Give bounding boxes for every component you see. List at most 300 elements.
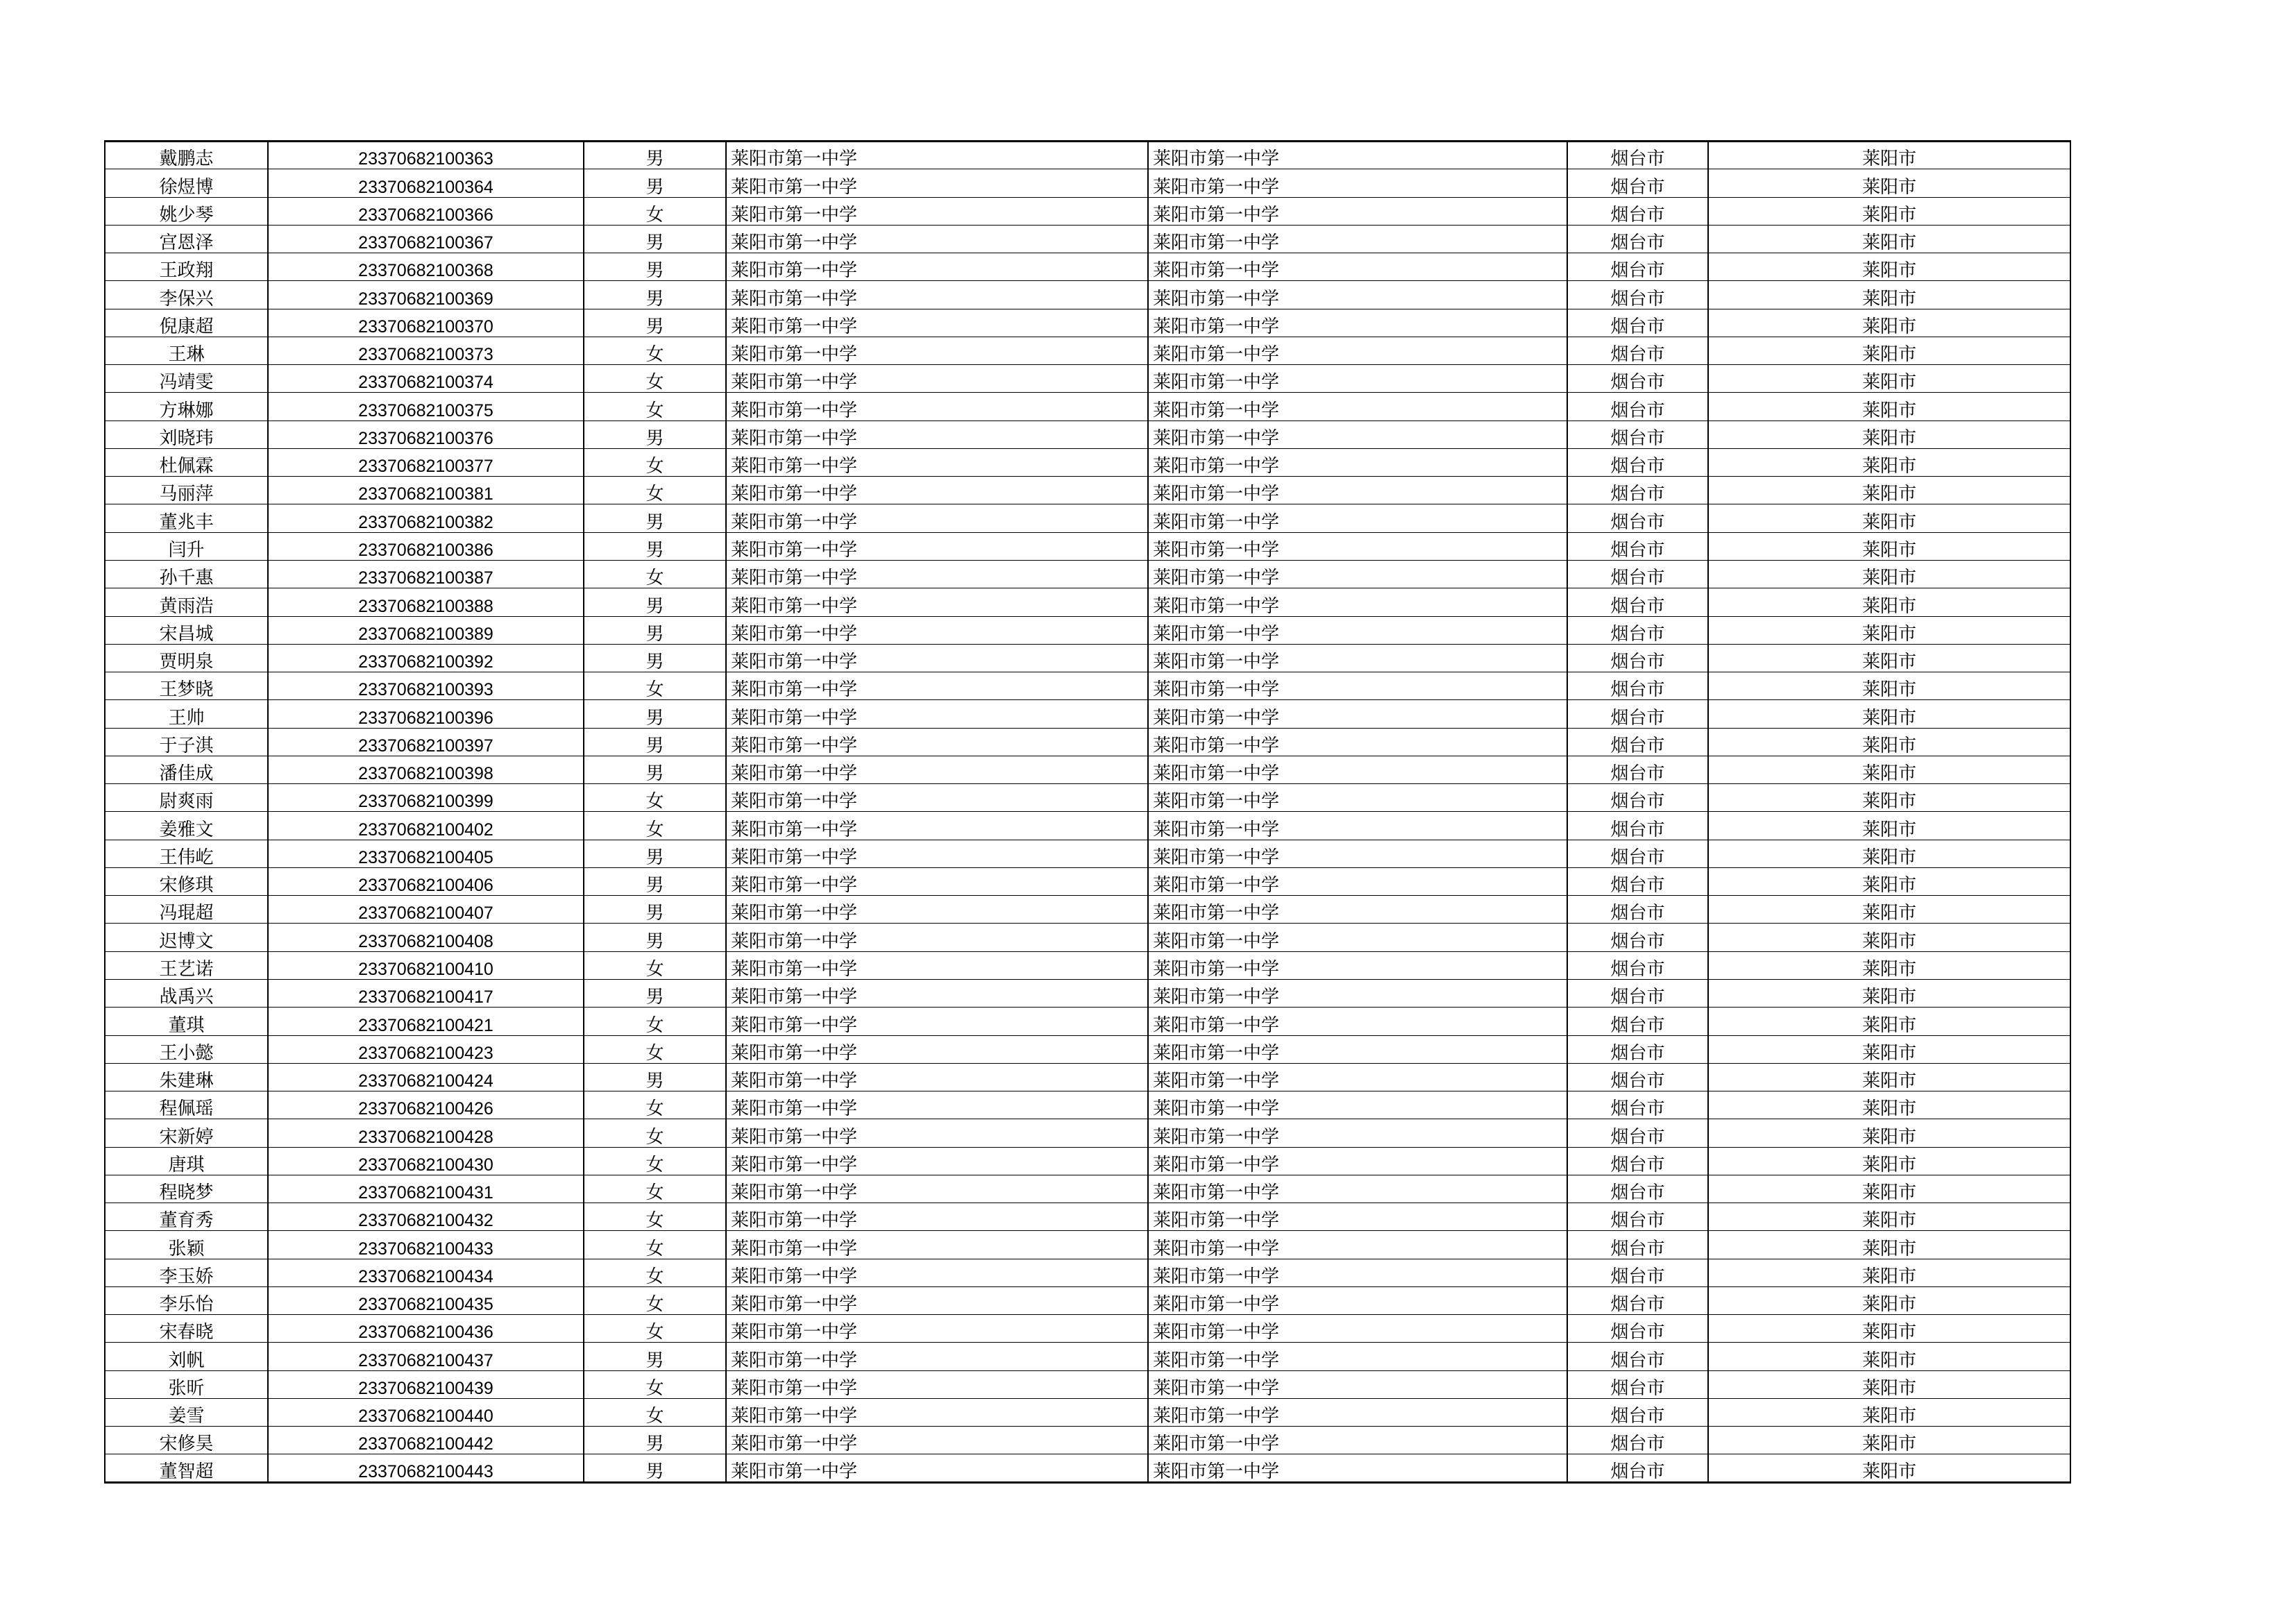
student-gender-cell bbox=[584, 979, 726, 1007]
student-id-cell bbox=[268, 756, 584, 783]
student-id-cell bbox=[268, 1063, 584, 1091]
city: 烟台市 bbox=[1610, 1210, 1665, 1231]
student-id-cell bbox=[268, 253, 584, 281]
city: 烟台市 bbox=[1610, 595, 1665, 617]
city: 烟台市 bbox=[1610, 1126, 1665, 1148]
student-id-cell bbox=[268, 1008, 584, 1035]
admitted-school-cell bbox=[726, 337, 1148, 364]
table-row bbox=[105, 448, 2070, 476]
student-name: 戴鹏志 bbox=[159, 148, 214, 169]
origin-school-cell bbox=[1148, 867, 1567, 895]
student-gender: 女 bbox=[645, 400, 664, 421]
city: 烟台市 bbox=[1610, 288, 1665, 309]
county: 莱阳市 bbox=[1862, 232, 1916, 253]
county-cell bbox=[1708, 560, 2070, 588]
origin-school-cell bbox=[1148, 504, 1567, 532]
city: 烟台市 bbox=[1610, 1014, 1665, 1035]
county: 莱阳市 bbox=[1862, 1238, 1916, 1259]
origin-school-cell bbox=[1148, 142, 1567, 169]
origin-school: 莱阳市第一中学 bbox=[1153, 232, 1280, 253]
admitted-school-cell bbox=[726, 253, 1148, 281]
city: 烟台市 bbox=[1610, 1182, 1665, 1203]
student-gender-cell bbox=[584, 924, 726, 951]
student-id-cell bbox=[268, 1315, 584, 1343]
student-name-cell bbox=[105, 1398, 268, 1426]
student-gender-cell bbox=[584, 1370, 726, 1398]
origin-school-cell bbox=[1148, 253, 1567, 281]
student-gender-cell bbox=[584, 951, 726, 979]
county: 莱阳市 bbox=[1862, 1266, 1916, 1287]
admitted-school-cell bbox=[726, 1315, 1148, 1343]
city: 烟台市 bbox=[1610, 1042, 1665, 1064]
student-id-cell bbox=[268, 1091, 584, 1119]
city: 烟台市 bbox=[1610, 931, 1665, 952]
county: 莱阳市 bbox=[1862, 1182, 1916, 1203]
county: 莱阳市 bbox=[1862, 1071, 1916, 1091]
origin-school-cell bbox=[1148, 1008, 1567, 1035]
city-cell bbox=[1567, 951, 1708, 979]
student-id: 23370682100430 bbox=[358, 1155, 493, 1175]
table-row bbox=[105, 197, 2070, 225]
city-cell bbox=[1567, 1286, 1708, 1314]
table-row bbox=[105, 588, 2070, 616]
city-cell bbox=[1567, 1370, 1708, 1398]
origin-school-cell bbox=[1148, 1175, 1567, 1203]
county: 莱阳市 bbox=[1862, 707, 1916, 729]
table-row bbox=[105, 1175, 2070, 1203]
student-id: 23370682100417 bbox=[358, 987, 493, 1008]
county: 莱阳市 bbox=[1862, 1098, 1916, 1119]
student-id: 23370682100376 bbox=[358, 428, 493, 448]
city-cell bbox=[1567, 1119, 1708, 1147]
student-id-cell bbox=[268, 365, 584, 393]
table-row bbox=[105, 560, 2070, 588]
city-cell bbox=[1567, 504, 1708, 532]
origin-school: 莱阳市第一中学 bbox=[1153, 707, 1280, 729]
table-row bbox=[105, 1091, 2070, 1119]
county: 莱阳市 bbox=[1862, 1126, 1916, 1148]
student-gender: 男 bbox=[645, 707, 664, 729]
county: 莱阳市 bbox=[1862, 427, 1916, 449]
student-gender: 男 bbox=[645, 595, 664, 617]
city-cell bbox=[1567, 1259, 1708, 1286]
county-cell bbox=[1708, 784, 2070, 812]
county: 莱阳市 bbox=[1862, 652, 1916, 672]
student-gender-cell bbox=[584, 477, 726, 504]
table-row bbox=[105, 644, 2070, 672]
table-row bbox=[105, 812, 2070, 840]
county: 莱阳市 bbox=[1862, 1042, 1916, 1064]
origin-school: 莱阳市第一中学 bbox=[1153, 1238, 1280, 1259]
student-name-cell bbox=[105, 1259, 268, 1286]
county: 莱阳市 bbox=[1862, 568, 1916, 588]
student-name: 尉爽雨 bbox=[159, 791, 214, 812]
admitted-school-cell bbox=[726, 532, 1148, 560]
student-name: 李玉娇 bbox=[159, 1266, 214, 1287]
origin-school: 莱阳市第一中学 bbox=[1153, 484, 1280, 504]
table-row bbox=[105, 281, 2070, 309]
admitted-school: 莱阳市第一中学 bbox=[731, 1014, 858, 1035]
admitted-school-cell bbox=[726, 281, 1148, 309]
table-row bbox=[105, 1035, 2070, 1063]
student-name: 杜佩霖 bbox=[159, 456, 214, 477]
student-id-cell bbox=[268, 840, 584, 867]
student-gender-cell bbox=[584, 588, 726, 616]
student-gender-cell bbox=[584, 1119, 726, 1147]
student-name-cell bbox=[105, 1454, 268, 1482]
origin-school-cell bbox=[1148, 672, 1567, 700]
admitted-school-cell bbox=[726, 1175, 1148, 1203]
student-id: 23370682100366 bbox=[358, 205, 493, 225]
student-gender: 女 bbox=[645, 1154, 664, 1175]
student-name: 于子淇 bbox=[159, 735, 214, 756]
city-cell bbox=[1567, 1147, 1708, 1175]
student-gender: 女 bbox=[645, 456, 664, 477]
student-id-cell bbox=[268, 532, 584, 560]
student-name-cell bbox=[105, 1315, 268, 1343]
student-name-cell bbox=[105, 979, 268, 1007]
origin-school-cell bbox=[1148, 448, 1567, 476]
city-cell bbox=[1567, 924, 1708, 951]
county: 莱阳市 bbox=[1862, 791, 1916, 812]
city-cell bbox=[1567, 1008, 1708, 1035]
student-gender: 男 bbox=[645, 316, 664, 337]
county: 莱阳市 bbox=[1862, 679, 1916, 700]
origin-school-cell bbox=[1148, 1035, 1567, 1063]
student-name: 战禹兴 bbox=[159, 987, 214, 1008]
student-gender-cell bbox=[584, 169, 726, 197]
admitted-school: 莱阳市第一中学 bbox=[731, 875, 858, 896]
student-gender-cell bbox=[584, 393, 726, 420]
table-row bbox=[105, 1315, 2070, 1343]
student-gender-cell bbox=[584, 700, 726, 728]
admitted-school: 莱阳市第一中学 bbox=[731, 623, 858, 645]
student-id-cell bbox=[268, 1035, 584, 1063]
city: 烟台市 bbox=[1610, 1098, 1665, 1119]
table-row bbox=[105, 1203, 2070, 1231]
student-gender-cell bbox=[584, 672, 726, 700]
student-name-cell bbox=[105, 616, 268, 644]
admitted-school-cell bbox=[726, 1091, 1148, 1119]
admitted-school: 莱阳市第一中学 bbox=[731, 1322, 858, 1343]
county-cell bbox=[1708, 1008, 2070, 1035]
county-cell bbox=[1708, 532, 2070, 560]
city: 烟台市 bbox=[1610, 735, 1665, 756]
origin-school: 莱阳市第一中学 bbox=[1153, 1461, 1280, 1482]
origin-school: 莱阳市第一中学 bbox=[1153, 148, 1280, 169]
student-id: 23370682100410 bbox=[358, 959, 493, 979]
county-cell bbox=[1708, 700, 2070, 728]
city-cell bbox=[1567, 197, 1708, 225]
county: 莱阳市 bbox=[1862, 484, 1916, 504]
admitted-school: 莱阳市第一中学 bbox=[731, 456, 858, 477]
student-name-cell bbox=[105, 1063, 268, 1091]
admitted-school-cell bbox=[726, 728, 1148, 756]
admitted-school-cell bbox=[726, 1454, 1148, 1482]
student-gender: 女 bbox=[645, 1182, 664, 1203]
origin-school: 莱阳市第一中学 bbox=[1153, 1210, 1280, 1231]
admitted-school-cell bbox=[726, 812, 1148, 840]
origin-school-cell bbox=[1148, 1119, 1567, 1147]
county-cell bbox=[1708, 337, 2070, 364]
county: 莱阳市 bbox=[1862, 875, 1916, 896]
student-gender-cell bbox=[584, 756, 726, 783]
origin-school-cell bbox=[1148, 420, 1567, 448]
city-cell bbox=[1567, 1035, 1708, 1063]
county: 莱阳市 bbox=[1862, 958, 1916, 980]
admitted-school-cell bbox=[726, 225, 1148, 253]
county-cell bbox=[1708, 979, 2070, 1007]
student-gender: 男 bbox=[645, 288, 664, 309]
student-gender-cell bbox=[584, 840, 726, 867]
student-name: 程佩瑶 bbox=[159, 1098, 214, 1119]
student-id: 23370682100370 bbox=[358, 316, 493, 337]
student-gender: 女 bbox=[645, 1042, 664, 1064]
city-cell bbox=[1567, 1398, 1708, 1426]
student-id-cell bbox=[268, 1343, 584, 1370]
city-cell bbox=[1567, 1175, 1708, 1203]
city: 烟台市 bbox=[1610, 819, 1665, 840]
student-id-cell bbox=[268, 504, 584, 532]
county: 莱阳市 bbox=[1862, 176, 1916, 198]
student-name: 潘佳成 bbox=[159, 763, 214, 784]
county: 莱阳市 bbox=[1862, 288, 1916, 309]
student-name-cell bbox=[105, 142, 268, 169]
student-gender-cell bbox=[584, 1427, 726, 1454]
city-cell bbox=[1567, 867, 1708, 895]
admitted-school-cell bbox=[726, 672, 1148, 700]
table-row bbox=[105, 728, 2070, 756]
student-id: 23370682100440 bbox=[358, 1407, 493, 1427]
city: 烟台市 bbox=[1610, 511, 1665, 533]
county-cell bbox=[1708, 448, 2070, 476]
student-id-cell bbox=[268, 1427, 584, 1454]
county: 莱阳市 bbox=[1862, 623, 1916, 645]
student-name-cell bbox=[105, 700, 268, 728]
table-row bbox=[105, 1398, 2070, 1426]
county-cell bbox=[1708, 867, 2070, 895]
county: 莱阳市 bbox=[1862, 1406, 1916, 1427]
admitted-school: 莱阳市第一中学 bbox=[731, 819, 858, 840]
table-row bbox=[105, 337, 2070, 364]
student-gender: 男 bbox=[645, 903, 664, 924]
student-gender: 女 bbox=[645, 819, 664, 840]
county: 莱阳市 bbox=[1862, 511, 1916, 533]
student-name-cell bbox=[105, 896, 268, 924]
city-cell bbox=[1567, 337, 1708, 364]
city-cell bbox=[1567, 142, 1708, 169]
origin-school: 莱阳市第一中学 bbox=[1153, 372, 1280, 393]
student-name: 孙千惠 bbox=[159, 568, 214, 588]
student-gender-cell bbox=[584, 197, 726, 225]
county-cell bbox=[1708, 477, 2070, 504]
student-name: 李乐怡 bbox=[159, 1294, 214, 1315]
student-id: 23370682100399 bbox=[358, 792, 493, 812]
admitted-school: 莱阳市第一中学 bbox=[731, 1266, 858, 1287]
student-id-cell bbox=[268, 448, 584, 476]
city-cell bbox=[1567, 281, 1708, 309]
student-name-cell bbox=[105, 1119, 268, 1147]
student-name-cell bbox=[105, 1343, 268, 1370]
student-gender: 男 bbox=[645, 1434, 664, 1454]
student-name-cell bbox=[105, 672, 268, 700]
student-name: 宋春晓 bbox=[159, 1322, 214, 1343]
city-cell bbox=[1567, 840, 1708, 867]
student-id-cell bbox=[268, 1231, 584, 1259]
county: 莱阳市 bbox=[1862, 1322, 1916, 1343]
county-cell bbox=[1708, 142, 2070, 169]
table-row bbox=[105, 867, 2070, 895]
origin-school: 莱阳市第一中学 bbox=[1153, 819, 1280, 840]
admitted-school: 莱阳市第一中学 bbox=[731, 1294, 858, 1315]
student-name: 张颖 bbox=[168, 1238, 205, 1259]
student-name-cell bbox=[105, 281, 268, 309]
origin-school: 莱阳市第一中学 bbox=[1153, 931, 1280, 952]
county-cell bbox=[1708, 309, 2070, 337]
county: 莱阳市 bbox=[1862, 344, 1916, 365]
student-name-cell bbox=[105, 420, 268, 448]
student-name-cell bbox=[105, 1286, 268, 1314]
admitted-school-cell bbox=[726, 1370, 1148, 1398]
admitted-school-cell bbox=[726, 309, 1148, 337]
origin-school: 莱阳市第一中学 bbox=[1153, 763, 1280, 784]
origin-school: 莱阳市第一中学 bbox=[1153, 1266, 1280, 1287]
admitted-school: 莱阳市第一中学 bbox=[731, 539, 858, 561]
county-cell bbox=[1708, 1175, 2070, 1203]
county: 莱阳市 bbox=[1862, 763, 1916, 784]
admitted-school-cell bbox=[726, 784, 1148, 812]
city-cell bbox=[1567, 700, 1708, 728]
student-gender-cell bbox=[584, 1343, 726, 1370]
student-id: 23370682100428 bbox=[358, 1127, 493, 1147]
county: 莱阳市 bbox=[1862, 819, 1916, 840]
city: 烟台市 bbox=[1610, 707, 1665, 729]
student-name-cell bbox=[105, 867, 268, 895]
origin-school: 莱阳市第一中学 bbox=[1153, 1350, 1280, 1371]
student-id: 23370682100408 bbox=[358, 931, 493, 951]
student-name: 宋新婷 bbox=[159, 1126, 214, 1148]
origin-school: 莱阳市第一中学 bbox=[1153, 903, 1280, 924]
origin-school: 莱阳市第一中学 bbox=[1153, 1182, 1280, 1203]
student-gender: 男 bbox=[645, 539, 664, 561]
county-cell bbox=[1708, 1259, 2070, 1286]
origin-school: 莱阳市第一中学 bbox=[1153, 344, 1280, 365]
city: 烟台市 bbox=[1610, 1461, 1665, 1482]
table-row bbox=[105, 924, 2070, 951]
student-name-cell bbox=[105, 784, 268, 812]
city-cell bbox=[1567, 309, 1708, 337]
origin-school-cell bbox=[1148, 1147, 1567, 1175]
city-cell bbox=[1567, 756, 1708, 783]
county-cell bbox=[1708, 1091, 2070, 1119]
admitted-school: 莱阳市第一中学 bbox=[731, 931, 858, 952]
student-id: 23370682100364 bbox=[358, 177, 493, 197]
city: 烟台市 bbox=[1610, 903, 1665, 924]
student-id: 23370682100402 bbox=[358, 819, 493, 840]
county-cell bbox=[1708, 1315, 2070, 1343]
student-id: 23370682100386 bbox=[358, 540, 493, 560]
student-roster-table bbox=[104, 140, 2071, 1484]
city: 烟台市 bbox=[1610, 484, 1665, 504]
county-cell bbox=[1708, 1454, 2070, 1482]
student-gender: 男 bbox=[645, 1461, 664, 1482]
admitted-school: 莱阳市第一中学 bbox=[731, 400, 858, 421]
student-name-cell bbox=[105, 1427, 268, 1454]
student-gender-cell bbox=[584, 1008, 726, 1035]
student-gender-cell bbox=[584, 309, 726, 337]
origin-school-cell bbox=[1148, 225, 1567, 253]
student-id: 23370682100436 bbox=[358, 1323, 493, 1343]
admitted-school-cell bbox=[726, 1147, 1148, 1175]
origin-school: 莱阳市第一中学 bbox=[1153, 176, 1280, 198]
origin-school-cell bbox=[1148, 532, 1567, 560]
city-cell bbox=[1567, 420, 1708, 448]
admitted-school: 莱阳市第一中学 bbox=[731, 148, 858, 169]
student-name-cell bbox=[105, 1370, 268, 1398]
student-id-cell bbox=[268, 672, 584, 700]
student-gender: 女 bbox=[645, 958, 664, 980]
city-cell bbox=[1567, 169, 1708, 197]
admitted-school: 莱阳市第一中学 bbox=[731, 987, 858, 1008]
origin-school-cell bbox=[1148, 560, 1567, 588]
student-gender-cell bbox=[584, 560, 726, 588]
student-name: 宋昌城 bbox=[159, 623, 214, 645]
county: 莱阳市 bbox=[1862, 539, 1916, 561]
admitted-school-cell bbox=[726, 644, 1148, 672]
origin-school: 莱阳市第一中学 bbox=[1153, 875, 1280, 896]
student-name: 王艺诺 bbox=[159, 958, 214, 980]
student-id: 23370682100377 bbox=[358, 457, 493, 477]
county-cell bbox=[1708, 1119, 2070, 1147]
student-name: 刘帆 bbox=[168, 1350, 205, 1371]
student-gender-cell bbox=[584, 1231, 726, 1259]
origin-school: 莱阳市第一中学 bbox=[1153, 511, 1280, 533]
county-cell bbox=[1708, 169, 2070, 197]
student-name: 董兆丰 bbox=[159, 511, 214, 533]
student-id: 23370682100431 bbox=[358, 1183, 493, 1203]
roster-body bbox=[105, 142, 2070, 1483]
admitted-school: 莱阳市第一中学 bbox=[731, 1154, 858, 1175]
student-name-cell bbox=[105, 309, 268, 337]
city: 烟台市 bbox=[1610, 148, 1665, 169]
county: 莱阳市 bbox=[1862, 1377, 1916, 1399]
table-row bbox=[105, 979, 2070, 1007]
county-cell bbox=[1708, 924, 2070, 951]
table-row bbox=[105, 1454, 2070, 1482]
admitted-school-cell bbox=[726, 1008, 1148, 1035]
city-cell bbox=[1567, 728, 1708, 756]
student-gender-cell bbox=[584, 225, 726, 253]
admitted-school-cell bbox=[726, 1063, 1148, 1091]
admitted-school-cell bbox=[726, 1398, 1148, 1426]
table-row bbox=[105, 1286, 2070, 1314]
city-cell bbox=[1567, 588, 1708, 616]
table-row bbox=[105, 616, 2070, 644]
admitted-school: 莱阳市第一中学 bbox=[731, 288, 858, 309]
table-row bbox=[105, 700, 2070, 728]
student-name-cell bbox=[105, 365, 268, 393]
county: 莱阳市 bbox=[1862, 735, 1916, 756]
student-id-cell bbox=[268, 225, 584, 253]
city: 烟台市 bbox=[1610, 260, 1665, 281]
county-cell bbox=[1708, 1370, 2070, 1398]
student-name-cell bbox=[105, 337, 268, 364]
county-cell bbox=[1708, 644, 2070, 672]
origin-school: 莱阳市第一中学 bbox=[1153, 204, 1280, 226]
city: 烟台市 bbox=[1610, 400, 1665, 421]
county-cell bbox=[1708, 1286, 2070, 1314]
county-cell bbox=[1708, 197, 2070, 225]
